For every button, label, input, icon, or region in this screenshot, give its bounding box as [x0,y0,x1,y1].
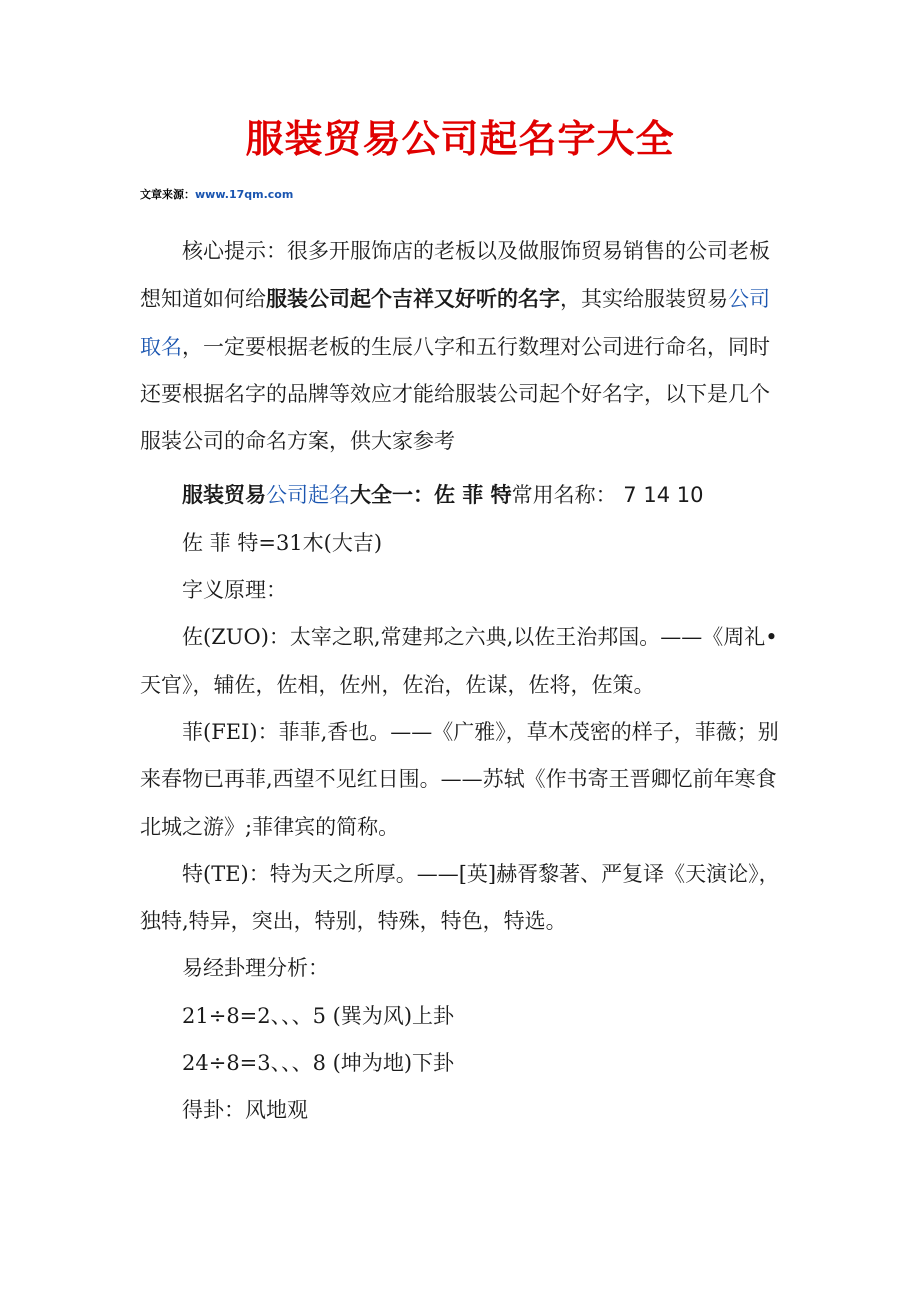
intro-text-1: 核心提示：很多开服饰店的老板以及做服饰贸易销售的公司老板想知道如何给 [140,239,770,312]
intro-link[interactable]: 公司取名 [140,287,770,359]
zuo-paragraph: 佐(ZUO)：太宰之职,常建邦之六典,以佐王治邦国。——《周礼•天官》，辅佐，佐相，佐州，佐治，佐谋，佐将，佐策。 [140,625,778,697]
article-body [140,228,788,1135]
intro-text-2: ，其实给服装贸易 [560,287,728,312]
intro-text-3: ，一定要根据老板的生辰八字和五行数理对公司进行命名，同时还要根据名字的品牌等效应才能给服装公司起个好名字，以下是几个服装公司的命名方案，供大家参考 [140,334,770,454]
heading-bold-1: 服装贸易 [182,482,266,508]
intro-paragraph [140,228,788,465]
intro-bold: 服装公司起个吉祥又好听的名字 [266,286,560,312]
fei-paragraph: 菲(FEI)：菲菲,香也。——《广雅》，草木茂密的样子，菲薇；别来春物已再菲,西望不见红日围。——苏轼《作书寄王晋卿忆前年寒食北城之游》;菲律宾的简称。 [140,719,779,839]
source-link[interactable]: www.17qm.com [195,188,294,201]
te-paragraph: 特(TE)：特为天之所厚。——[英]赫胥黎著、严复译《天演论》，独特,特异，突出，特别，特殊，特色，特选。 [140,861,780,934]
formula-line: 佐 菲 特=31木(大吉) [182,530,383,555]
calc-line-1: 21÷8=2、、、5 (巽为风)上卦 [182,1003,455,1028]
source-label: 文章来源： [140,188,195,201]
heading-link[interactable]: 公司起名 [266,483,350,508]
section-heading [140,471,788,519]
source-line [140,186,293,202]
page-title: 服装贸易公司起名字大全 [245,116,675,161]
result-line: 得卦：风地观 [182,1098,308,1123]
heading-bold-2: 大全一：佐 菲 特 [350,482,512,508]
heading-numbers: 7 14 10 [616,483,704,508]
calc-line-2: 24÷8=3、、、8 (坤为地)下卦 [182,1051,455,1076]
yijing-heading: 易经卦理分析： [182,956,329,981]
heading-normal: 常用名称： [511,483,617,508]
meaning-heading: 字义原理： [182,578,287,603]
